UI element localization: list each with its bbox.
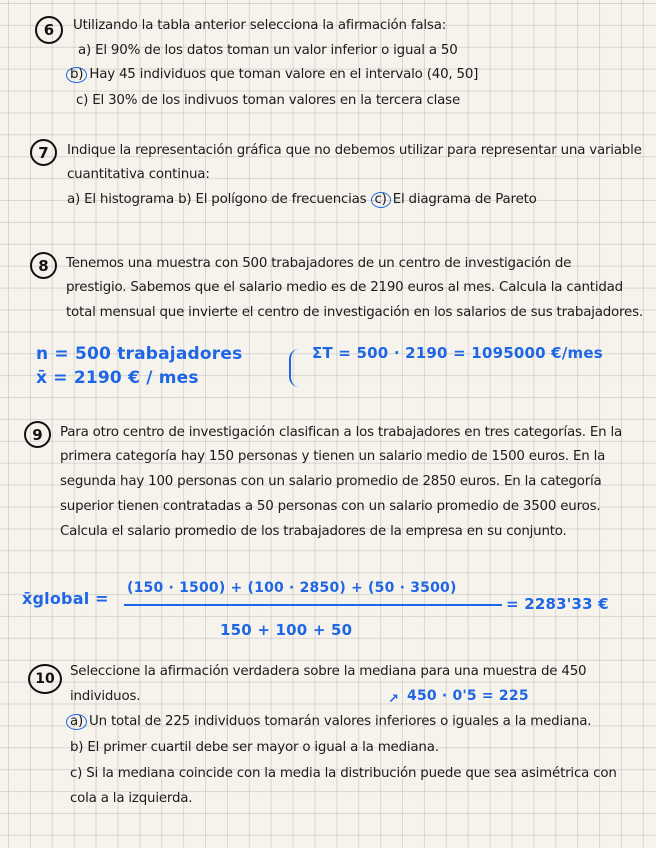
option-b <box>66 67 478 83</box>
question-text-line1: Tenemos una muestra con 500 trabajadores de un centro de investigación de <box>66 256 572 271</box>
question-text-line4: superior tienen contratadas a 50 personas con un salario promedio de 3500 euros. <box>60 499 601 514</box>
option-c-line2: cola a la izquierda. <box>70 791 193 806</box>
question-text-line2: prestigio. Sabemos que el salario medio es de 2190 euros al mes. Calcula la cantidad <box>66 280 623 295</box>
answer-mean-salary: x̄ = 2190 € / mes <box>36 368 199 388</box>
option-c-text: El diagrama de Pareto <box>392 192 537 207</box>
question-text-line2: individuos. <box>70 689 141 704</box>
answer-numerator: (150 · 1500) + (100 · 2850) + (50 · 3500) <box>127 580 457 596</box>
question-text-line1: Para otro centro de investigación clasifican a los trabajadores en tres categorías. En la <box>60 425 623 440</box>
option-b: b) El primer cuartil debe ser mayor o igual a la mediana. <box>70 740 439 755</box>
question-text-line1: Indique la representación gráfica que no debemos utilizar para representar una variable <box>67 143 642 158</box>
option-a-text: Un total de 225 individuos tomarán valores inferiores o iguales a la mediana. <box>89 714 592 729</box>
options-ab: a) El histograma b) El polígono de frecuencias <box>67 192 367 207</box>
answer-total: ΣT = 500 · 2190 = 1095000 €/mes <box>312 344 603 362</box>
selected-answer-marker: b) <box>66 67 87 83</box>
question-number: 6 <box>35 16 63 44</box>
arrow-icon: ↗ <box>388 692 399 707</box>
option-c-line1: c) Si la mediana coincide con la media la distribución puede que sea asimétrica con <box>70 766 617 781</box>
question-number: 8 <box>30 252 57 279</box>
options <box>67 192 537 208</box>
question-number: 7 <box>30 139 57 166</box>
selected-answer-marker: a) <box>66 714 87 730</box>
question-text-line2: cuantitativa continua: <box>67 167 210 182</box>
answer-lhs: x̄global = <box>22 589 109 608</box>
question-text-line3: total mensual que invierte el centro de investigación en los salarios de sus trabajadores. <box>66 305 643 320</box>
question-text: Utilizando la tabla anterior selecciona la afirmación falsa: <box>73 18 447 33</box>
question-text-line3: segunda hay 100 personas con un salario promedio de 2850 euros. En la categoría <box>60 474 602 489</box>
question-text-line1: Seleccione la afirmación verdadera sobre la mediana para una muestra de 450 <box>70 664 587 679</box>
answer-denominator: 150 + 100 + 50 <box>220 621 353 639</box>
question-text-line2: primera categoría hay 150 personas y tienen un salario medio de 1500 euros. En la <box>60 449 606 464</box>
median-position-note: 450 · 0'5 = 225 <box>407 688 529 704</box>
question-number: 10 <box>28 664 62 694</box>
question-text-line5: Calcula el salario promedio de los trabajadores de la empresa en su conjunto. <box>60 524 567 539</box>
option-c: c) El 30% de los indivuos toman valores en la tercera clase <box>76 93 461 108</box>
option-b-text: Hay 45 individuos que toman valore en el intervalo (40, 50] <box>89 67 479 82</box>
answer-result: = 2283'33 € <box>506 595 609 613</box>
option-a: a) El 90% de los datos toman un valor inferior o igual a 50 <box>78 43 458 58</box>
brace-mark <box>289 349 299 387</box>
answer-sample-size: n = 500 trabajadores <box>36 344 243 364</box>
fraction-bar <box>124 604 502 606</box>
question-number: 9 <box>24 421 51 448</box>
selected-answer-marker: c) <box>371 192 391 208</box>
option-a <box>66 714 591 730</box>
